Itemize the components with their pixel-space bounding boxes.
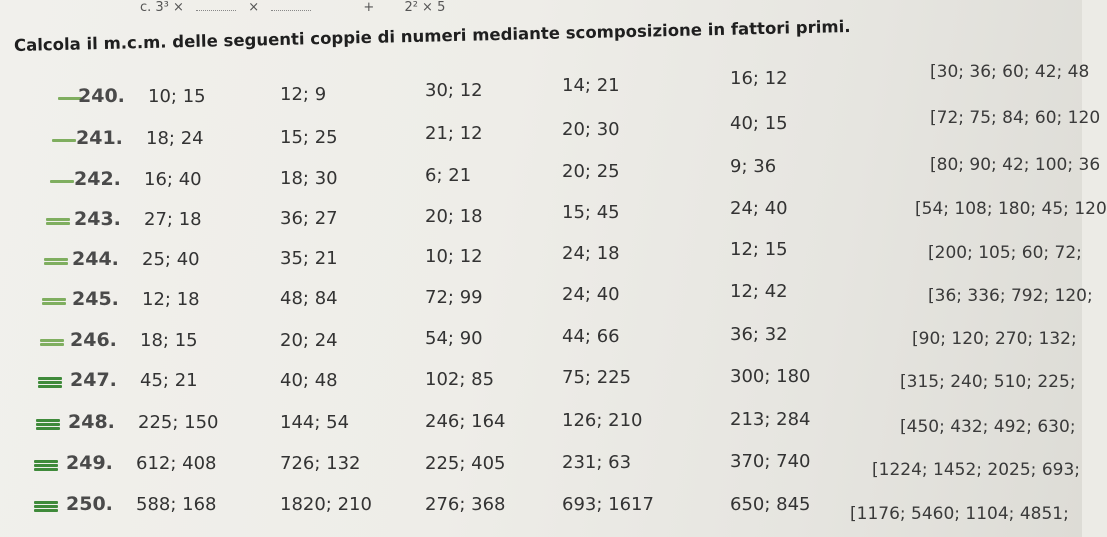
answer-key: [1176; 5460; 1104; 4851; (850, 504, 1069, 524)
number-pair: 588; 168 (136, 494, 217, 515)
number-pair: 12; 15 (730, 239, 788, 260)
difficulty-bar (38, 381, 62, 384)
exercise-instructions: Calcola il m.c.m. delle seguenti coppie di numeri mediante scomposizione in fattori primi. (13, 17, 851, 55)
number-pair: 246; 164 (425, 411, 506, 432)
exercise-c-label: c. 3³ × (140, 0, 184, 15)
number-pair: 144; 54 (280, 412, 350, 433)
exercise-number: 241. (76, 127, 123, 149)
number-pair: 16; 12 (730, 68, 788, 89)
exercise-row (0, 451, 1082, 481)
number-pair: 36; 27 (280, 208, 338, 229)
number-pair: 40; 15 (730, 113, 788, 134)
difficulty-bar (36, 419, 60, 422)
difficulty-bar (36, 423, 60, 426)
answer-key: [54; 108; 180; 45; 120 (915, 199, 1107, 219)
answer-key: [30; 36; 60; 42; 48 (930, 62, 1090, 82)
difficulty-bar (42, 302, 66, 305)
previous-exercise-line (140, 0, 445, 15)
number-pair: 25; 40 (142, 249, 200, 270)
difficulty-bar (38, 377, 62, 380)
exercise-row (0, 239, 1082, 277)
number-pair: 20; 25 (562, 161, 620, 182)
exercise-row (0, 281, 1093, 317)
number-pair: 12; 9 (280, 84, 327, 105)
difficulty-bar (44, 258, 68, 261)
difficulty-icon (42, 296, 66, 306)
number-pair: 6; 21 (425, 165, 472, 186)
difficulty-bar (50, 180, 74, 183)
difficulty-bar (38, 385, 62, 388)
plus-sign: + (363, 0, 375, 15)
exercise-row (0, 410, 1082, 440)
difficulty-icon (50, 176, 74, 186)
difficulty-bar (40, 343, 64, 346)
exercise-row (0, 324, 1082, 358)
number-pair: 20; 18 (425, 206, 483, 227)
number-pair: 12; 18 (142, 289, 200, 310)
number-pair: 30; 12 (425, 80, 483, 101)
difficulty-bar (36, 427, 60, 430)
difficulty-bar (52, 139, 76, 142)
answer-key: [90; 120; 270; 132; (912, 329, 1077, 349)
difficulty-icon (46, 216, 70, 226)
number-pair: 213; 284 (730, 409, 811, 430)
number-pair: 231; 63 (562, 452, 632, 473)
number-pair: 9; 36 (730, 156, 777, 177)
number-pair: 27; 18 (144, 209, 202, 230)
difficulty-icon (52, 135, 76, 145)
number-pair: 18; 30 (280, 168, 338, 189)
number-pair: 48; 84 (280, 288, 338, 309)
number-pair: 10; 15 (148, 86, 206, 107)
number-pair: 35; 21 (280, 248, 338, 269)
difficulty-bar (34, 505, 58, 508)
exercise-row (0, 368, 1082, 398)
number-pair: 14; 21 (562, 75, 620, 96)
number-pair: 54; 90 (425, 328, 483, 349)
number-pair: 650; 845 (730, 494, 811, 515)
number-pair: 21; 12 (425, 123, 483, 144)
exercise-number: 248. (68, 411, 115, 433)
number-pair: 44; 66 (562, 326, 620, 347)
exercise-row (0, 155, 1101, 197)
number-pair: 24; 40 (562, 284, 620, 305)
number-pair: 612; 408 (136, 453, 217, 474)
answer-blank (271, 10, 311, 11)
number-pair: 18; 24 (146, 128, 204, 149)
difficulty-icon (34, 460, 58, 470)
number-pair: 40; 48 (280, 370, 338, 391)
power-term: 2² × 5 (404, 0, 446, 15)
exercise-number: 242. (74, 168, 121, 190)
difficulty-bar (34, 460, 58, 463)
number-pair: 24; 40 (730, 198, 788, 219)
number-pair: 18; 15 (140, 330, 198, 351)
exercise-number: 243. (74, 208, 121, 230)
difficulty-bar (46, 218, 70, 221)
difficulty-icon (38, 377, 62, 387)
number-pair: 726; 132 (280, 453, 361, 474)
number-pair: 45; 21 (140, 370, 198, 391)
answer-key: [315; 240; 510; 225; (900, 372, 1076, 392)
answer-key: [72; 75; 84; 60; 120 (930, 108, 1101, 128)
difficulty-bar (40, 339, 64, 342)
number-pair: 693; 1617 (562, 494, 654, 515)
number-pair: 370; 740 (730, 451, 811, 472)
difficulty-bar (44, 262, 68, 265)
difficulty-bar (34, 509, 58, 512)
number-pair: 15; 45 (562, 202, 620, 223)
number-pair: 300; 180 (730, 366, 811, 387)
answer-key: [1224; 1452; 2025; 693; (872, 460, 1080, 480)
answer-key: [80; 90; 42; 100; 36 (930, 155, 1101, 175)
exercise-number: 249. (66, 452, 113, 474)
exercise-number: 244. (72, 248, 119, 270)
exercise-number: 246. (70, 329, 117, 351)
difficulty-icon (36, 419, 60, 429)
exercise-row (0, 108, 1101, 156)
number-pair: 102; 85 (425, 369, 495, 390)
exercise-number: 245. (72, 288, 119, 310)
exercise-row (0, 62, 1090, 114)
exercise-number: 247. (70, 369, 117, 391)
number-pair: 225; 150 (138, 412, 219, 433)
number-pair: 24; 18 (562, 243, 620, 264)
answer-key: [200; 105; 60; 72; (928, 243, 1082, 263)
exercise-number: 250. (66, 493, 113, 515)
number-pair: 72; 99 (425, 287, 483, 308)
difficulty-icon (34, 501, 58, 511)
difficulty-icon (40, 337, 64, 347)
answer-blank (196, 10, 236, 11)
exercise-row (0, 492, 1082, 522)
number-pair: 20; 30 (562, 119, 620, 140)
number-pair: 126; 210 (562, 410, 643, 431)
number-pair: 75; 225 (562, 367, 632, 388)
exercise-row (0, 198, 1107, 237)
number-pair: 10; 12 (425, 246, 483, 267)
answer-key: [450; 432; 492; 630; (900, 417, 1076, 437)
number-pair: 12; 42 (730, 281, 788, 302)
difficulty-bar (42, 298, 66, 301)
answer-key: [36; 336; 792; 120; (928, 286, 1093, 306)
times-sign: × (248, 0, 260, 15)
number-pair: 225; 405 (425, 453, 506, 474)
difficulty-icon (44, 256, 68, 266)
exercise-number: 240. (78, 85, 125, 107)
number-pair: 20; 24 (280, 330, 338, 351)
number-pair: 36; 32 (730, 324, 788, 345)
number-pair: 1820; 210 (280, 494, 372, 515)
number-pair: 16; 40 (144, 169, 202, 190)
difficulty-bar (34, 468, 58, 471)
difficulty-bar (34, 501, 58, 504)
difficulty-bar (34, 464, 58, 467)
number-pair: 15; 25 (280, 127, 338, 148)
number-pair: 276; 368 (425, 494, 506, 515)
difficulty-bar (46, 222, 70, 225)
